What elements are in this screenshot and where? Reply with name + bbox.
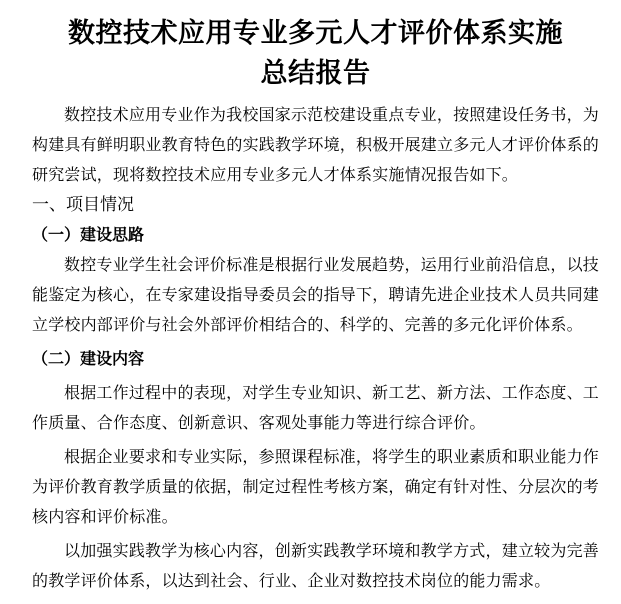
title-line-2: 总结报告	[260, 58, 371, 89]
paragraph-construction-idea: 数控专业学生社会评价标准是根据行业发展趋势，运用行业前沿信息，以技能鉴定为核心，在专家建设指导委员会的指导下，聘请先进企业技术人员共同建立学校内部评价与社会外部评价相结合的、科学的、完善的多元化评价体系。	[32, 255, 600, 334]
paragraph-content-3: 以加强实践教学为核心内容，创新实践教学环境和教学方式，建立较为完善的教学评价体系，以达到社会、行业、企业对数控技术岗位的能力需求。	[32, 541, 599, 590]
document-title	[32, 14, 599, 94]
paragraph-content-2: 根据企业要求和专业实际，参照课程标准，将学生的职业素质和职业能力作为评价教育教学质量的依据，制定过程性考核方案，确定有针对性、分层次的考核内容和评价标准。	[32, 447, 600, 526]
subheading-construction-idea: （一）建设思路	[32, 225, 145, 244]
subheading-construction-content: （二）建设内容	[32, 349, 145, 368]
intro-paragraph: 数控技术应用专业作为我校国家示范校建设重点专业，按照建设任务书，为构建具有鲜明职业教育特色的实践教学环境，积极开展建立多元人才评价体系的研究尝试，现将数控技术应用专业多元人才体系实施情况报告如下。	[32, 105, 600, 184]
section-heading-project: 一、项目情况	[32, 195, 134, 215]
paragraph-content-1: 根据工作过程中的表现，对学生专业知识、新工艺、新方法、工作态度、工作质量、合作态度、创新意识、客观处事能力等进行综合评价。	[32, 383, 599, 432]
title-line-1: 数控技术应用专业多元人才评价体系实施	[68, 18, 563, 49]
